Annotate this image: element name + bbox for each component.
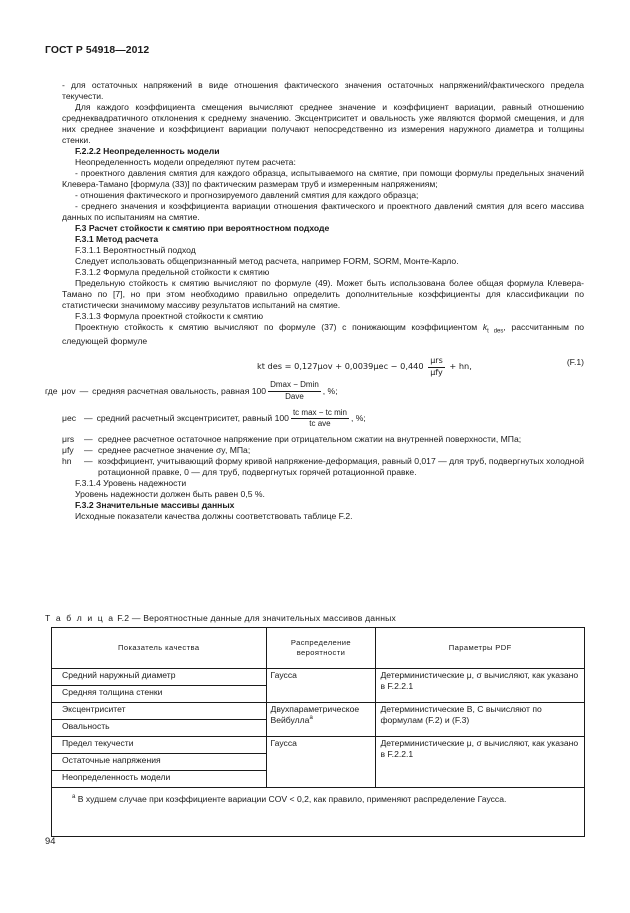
- section-heading: F.2.2.2 Неопределенность модели: [75, 146, 220, 156]
- definitions-list: [45, 380, 584, 478]
- definition-text: среднее расчетное остаточное напряжение при отрицательном сжатии на внутренней поверхности, МПа;: [98, 434, 522, 445]
- table-row: [52, 737, 585, 754]
- where-word: где: [45, 385, 58, 396]
- paragraph-text: Проектную стойкость к смятию вычисляют по формуле (37) с понижающим коэффициентом: [75, 322, 478, 332]
- paragraph: - для остаточных напряжений в виде отношения фактического значения остаточных напряжений/фактического предела текучести.: [62, 80, 584, 101]
- definition-fraction: [268, 380, 321, 401]
- formula-lhs: kt des = 0,127μov + 0,0039μec − 0,440: [257, 361, 424, 372]
- page-number: 94: [45, 835, 56, 846]
- table-cell: Неопределенность модели: [52, 771, 267, 788]
- table-caption-prefix: Т а б л и ц а: [45, 613, 115, 623]
- definition-text: коэффициент, учитывающий форму кривой напряжение-деформация, равный 0,017 — для труб, подвергнутых холодной ротационной правке, 0 — для труб, подвергнутых горячей ротационной правке.: [98, 456, 584, 478]
- formula-number: (F.1): [566, 357, 584, 368]
- symbol-k: k: [482, 322, 488, 332]
- paragraph: Для каждого коэффициента смещения вычисляют среднее значение и коэффициент вариации, равный отношению среднеквадратичного отклонения к среднему значению. Эксцентриситет и овальность уже являются формой смещения, и для них среднее значение и коэффициент вариации получают непосредственно из измерения наружного диаметра и толщины стенки.: [62, 102, 584, 145]
- probability-table: [51, 627, 585, 837]
- column-header: Параметры PDF: [376, 628, 585, 669]
- table-cell: Овальность: [52, 720, 267, 737]
- dash: —: [84, 434, 93, 445]
- formula-f1: [62, 352, 584, 376]
- formula-expression: [257, 356, 472, 377]
- table-row: [52, 703, 585, 720]
- subsection-heading: F.3.1.1 Вероятностный подход: [75, 245, 196, 255]
- paragraph: Неопределенность модели определяют путем расчета:: [75, 157, 296, 167]
- subsection-heading: F.3.1.2 Формула предельной стойкости к смятию: [75, 267, 270, 277]
- fraction-numerator: tc max − tc min: [291, 408, 349, 419]
- symbol: μfy: [62, 445, 74, 456]
- paragraph: - проектного давления смятия для каждого образца, испытываемого на смятие, при помощи формулы предельных значений Клевера-Тамано [формула (33)] по фактическим размерам труб и измеренным напряжениям;: [62, 168, 584, 189]
- unit: , %;: [350, 413, 366, 424]
- table-row: [52, 669, 585, 686]
- definition-text: средняя расчетная овальность, равная 100: [92, 385, 267, 396]
- fraction-denominator: μfy: [430, 367, 443, 377]
- subsection-heading: F.3.1.3 Формула проектной стойкости к смятию: [75, 311, 264, 321]
- body-text: [45, 80, 585, 522]
- column-header: Показатель качества: [52, 628, 267, 669]
- table-header-row: [52, 628, 585, 669]
- dash: —: [84, 445, 93, 456]
- symbol: μov: [61, 385, 76, 396]
- paragraph: [62, 322, 584, 347]
- unit: , %;: [322, 385, 338, 396]
- footnote-text: В худшем случае при коэффициенте вариации COV < 0,2, как правило, применяют распределение Гаусса.: [77, 794, 507, 804]
- standard-header: ГОСТ Р 54918—2012: [45, 45, 150, 56]
- paragraph: - отношения фактического и прогнозируемого давлений смятия для каждого образца;: [75, 190, 419, 200]
- table-caption: [45, 613, 396, 624]
- table-cell: Гаусса: [266, 669, 376, 703]
- formula-tail: + hn,: [449, 361, 472, 372]
- fraction-denominator: tc ave: [309, 419, 331, 429]
- table-cell: Детерминистические μ, σ вычисляют, как указано в F.2.2.1: [376, 737, 585, 788]
- table-cell: Гаусса: [266, 737, 376, 788]
- paragraph: Уровень надежности должен быть равен 0,5 %.: [75, 489, 265, 500]
- definition-fraction: [291, 408, 349, 429]
- table-cell: [266, 703, 376, 737]
- definition-mu-ec: [62, 408, 584, 429]
- section-heading: F.3.2 Значительные массивы данных: [75, 500, 235, 511]
- symbol-subscript: t des: [487, 328, 504, 335]
- definition-hn: [62, 456, 584, 478]
- symbol: hn: [62, 456, 72, 467]
- table-footnote: [52, 788, 585, 837]
- paragraph: Предельную стойкость к смятию вычисляют по формуле (49). Может быть использована более общая формула Клевера-Тамано по [7], но при этом необходимо правильно определить дополнительные коэффициенты для классификации по статистически значимому массиву результатов испытаний на смятие.: [62, 278, 584, 310]
- fraction-numerator: μrs: [428, 356, 445, 367]
- footnote-mark: а: [72, 794, 76, 801]
- table-note-row: [52, 788, 585, 837]
- definition-mu-fy: [62, 445, 584, 456]
- table-caption-text: F.2 — Вероятностные данные для значительных массивов данных: [117, 613, 397, 623]
- table-cell: Остаточные напряжения: [52, 754, 267, 771]
- table-cell: Детерминистические μ, σ вычисляют, как указано в F.2.2.1: [376, 669, 585, 703]
- paragraph: - среднего значения и коэффициента вариации отношения фактического и проектного давлений смятия для всего массива данных по испытаниям на смятие.: [62, 201, 584, 222]
- dash: —: [79, 385, 89, 396]
- dash: —: [84, 413, 93, 424]
- fraction-numerator: Dmax − Dmin: [268, 380, 321, 391]
- fraction-denominator: Dave: [285, 391, 304, 401]
- definition-text: среднее расчетное значение σy, МПа;: [98, 445, 251, 456]
- subsection-heading: F.3.1.4 Уровень надежности: [75, 478, 187, 489]
- symbol: μec: [62, 413, 77, 424]
- table-cell: Эксцентриситет: [52, 703, 267, 720]
- paragraph-text: , рассчитанным по следующей формуле: [62, 322, 585, 347]
- formula-fraction: [428, 356, 445, 377]
- table-cell: Предел текучести: [52, 737, 267, 754]
- dash: —: [84, 456, 93, 467]
- section-heading: F.3 Расчет стойкости к смятию при вероятностном подходе: [75, 223, 330, 233]
- paragraph: Исходные показатели качества должны соответствовать таблице F.2.: [75, 511, 353, 522]
- table-cell: Средний наружный диаметр: [52, 669, 267, 686]
- definition-text: средний расчетный эксцентриситет, равный 100: [96, 413, 289, 424]
- footnote-mark: а: [309, 715, 313, 722]
- table-cell: Средняя толщина стенки: [52, 686, 267, 703]
- column-header: Распределение вероятности: [266, 628, 376, 669]
- paragraph: Следует использовать общепризнанный метод расчета, например FORM, SORM, Монте-Карло.: [75, 256, 459, 266]
- table-cell: Детерминистические B, C вычисляют по формулам (F.2) и (F.3): [376, 703, 585, 737]
- definition-mu-rs: [62, 434, 584, 445]
- symbol: μrs: [62, 434, 75, 445]
- section-heading: F.3.1 Метод расчета: [75, 234, 159, 244]
- distribution-name: Двухпараметрическое Вейбулла: [270, 704, 360, 725]
- definition-mu-ov: [45, 380, 584, 401]
